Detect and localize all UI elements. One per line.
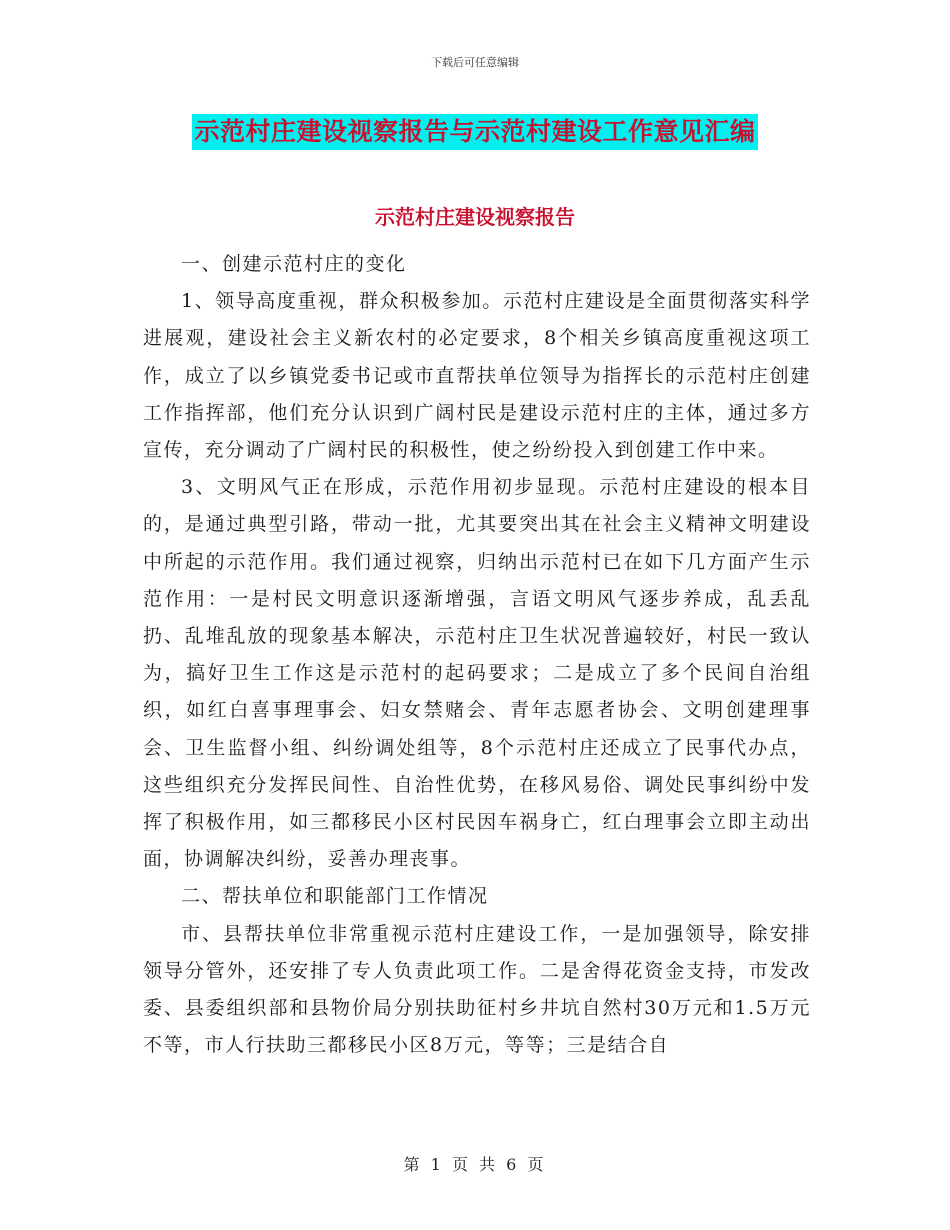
document-title (0, 110, 950, 150)
header-note: 下载后可任意编辑 (431, 56, 519, 69)
section-title: 示范村庄建设视察报告 (375, 205, 575, 229)
paragraph-assistance: 市、县帮扶单位非常重视示范村庄建设工作，一是加强领导，除安排领导分管外，还安排了专人负责此项工作。二是舍得花资金支持，市发改委、县委组织部和县物价局分别扶助征村乡井坑自然村30万元和1.5万元不等，市人行扶助三都移民小区8万元，等等；三是结合自 (143, 922, 811, 1057)
heading-assistance: 二、帮扶单位和职能部门工作情况 (181, 885, 489, 908)
document-title-text: 示范村庄建设视察报告与示范村建设工作意见汇编 (192, 114, 757, 150)
page-footer: 第 1 页 共 6 页 (403, 1155, 547, 1174)
paragraph-civilization: 3、文明风气正在形成，示范作用初步显现。示范村庄建设的根本目的，是通过典型引路，带动一批，尤其要突出其在社会主义精神文明建设中所起的示范作用。我们通过视察，归纳出示范村已在如下几方面产生示范作用：一是村民文明意识逐渐增强，言语文明风气逐步养成，乱丢乱扔、乱堆乱放的现象基本解决，示范村庄卫生状况普遍较好，村民一致认为，搞好卫生工作这是示范村的起码要求；二是成立了多个民间自治组织，如红白喜事理事会、妇女禁赌会、青年志愿者协会、文明创建理事会、卫生监督小组、纠纷调处组等，8个示范村庄还成立了民事代办点，这些组织充分发挥民间性、自治性优势，在移风易俗、调处民事纠纷中发挥了积极作用，如三都移民小区村民因车祸身亡，红白理事会立即主动出面，协调解决纠纷，妥善办理丧事。 (143, 476, 811, 871)
heading-changes: 一、创建示范村庄的变化 (181, 253, 407, 275)
document-body (143, 246, 811, 1064)
paragraph-leadership: 1、领导高度重视，群众积极参加。示范村庄建设是全面贯彻落实科学进展观，建设社会主义新农村的必定要求，8个相关乡镇高度重视这项工作，成立了以乡镇党委书记或市直帮扶单位领导为指挥长的示范村庄创建工作指挥部，他们充分认识到广阔村民是建设示范村庄的主体，通过多方宣传，充分调动了广阔村民的积极性，使之纷纷投入到创建工作中来。 (143, 290, 811, 462)
